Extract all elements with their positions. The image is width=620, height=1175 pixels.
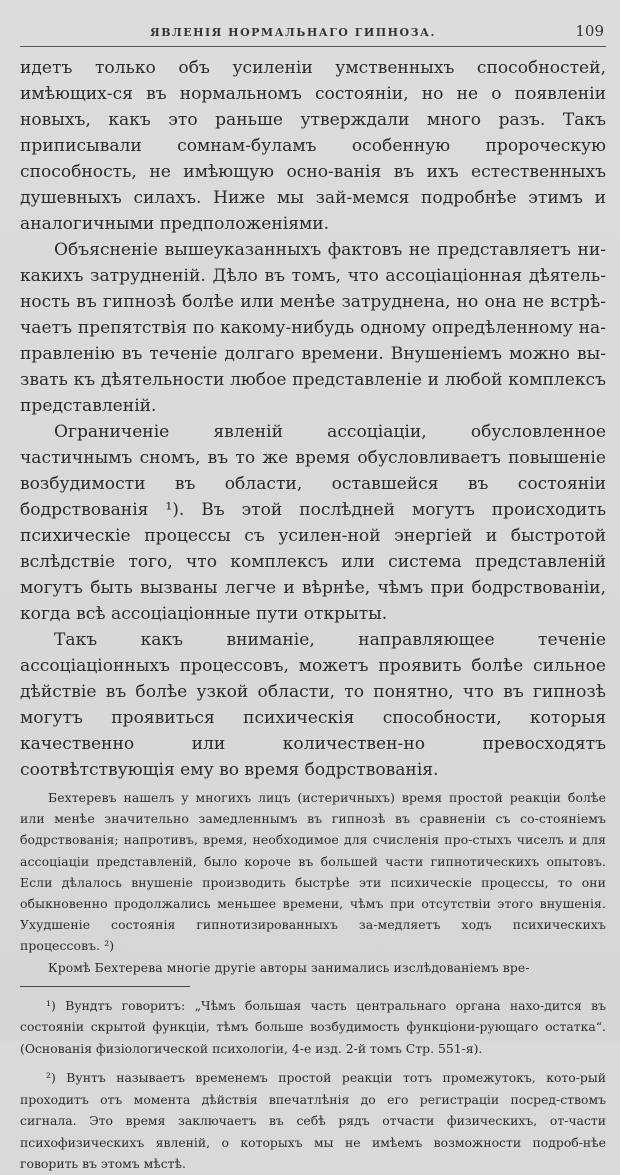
- page-header: [20, 22, 606, 47]
- small-print-section: [20, 787, 606, 978]
- page-number: 109: [575, 22, 604, 40]
- paragraph: Такъ какъ вниманіе, направляющее теченіе ассоціаціонныхъ процессовъ, можетъ проявить болѣе сильное дѣйствіе въ болѣе узкой области, то понятно, что въ гипнозѣ могутъ проявиться психическія способности, которыя качественно или количествен-но превосходятъ соотвѣтствующія ему во время бодрствованія.: [20, 630, 606, 780]
- footnote-divider: [20, 986, 190, 987]
- paragraph: Объясненіе вышеуказанныхъ фактовъ не представляетъ ни-какихъ затрудненій. Дѣло въ томъ, что ассоціаціонная дѣятель-ность въ гипнозѣ болѣе или менѣе затруднена, но она не встрѣ-чаетъ препятствія по какому-нибудь одному опредѣленному на-правленію въ теченіе долгаго времени. Внушеніемъ можно вы-звать къ дѣятельности любое представленіе и любой комплексъ представленій.: [20, 240, 606, 416]
- running-head: ЯВЛЕНІЯ НОРМАЛЬНАГО ГИПНОЗА.: [150, 26, 436, 39]
- paragraph-continuation: идетъ только объ усиленіи умственныхъ способностей, имѣющих-ся въ нормальномъ состояніи, но не о появленіи новыхъ, какъ это раньше утверждали много разъ. Такъ приписывали сомнам-буламъ особенную пророческую способность, не имѣющую осно-ванія въ ихъ естественныхъ душевныхъ силахъ. Ниже мы зай-мемся подробнѣе этимъ и аналогичными предположеніями.: [20, 58, 606, 234]
- small-paragraph: Бехтеревъ нашелъ у многихъ лицъ (истеричныхъ) время простой реакціи болѣе или менѣе значительно замедленнымъ въ гипнозѣ въ сравненіи съ со-стояніемъ бодрствованія; напротивъ, время, необходимое для счисленія про-стыхъ чиселъ и для ассоціаціи представленій, было короче въ большей части гипнотическихъ опытовъ. Если дѣлалось внушеніе производить быстрѣе эти психическіе процессы, то они обыкновенно продолжались меньшее времени, чѣмъ при отсутствіи этого внушенія. Ухудшеніе состоянія гипнотизированныхъ за-медляетъ ходъ психическихъ процессовъ. ²): [20, 790, 606, 954]
- footnote: ¹) Вундтъ говоритъ: „Чѣмъ большая часть центральнаго органа нахо-дится въ состояніи скрытой функціи, тѣмъ больше возбудимость функціони-рующаго остатка“. (Основанія физіологической психологіи, 4-е изд. 2-й томъ Стр. 551-я).: [20, 997, 606, 1056]
- paragraph: Ограниченіе явленій ассоціаціи, обусловленное частичнымъ сномъ, въ то же время обусловливаетъ повышеніе возбудимости въ области, оставшейся въ состояніи бодрствованія ¹). Въ этой послѣдней могутъ происходить психическіе процессы съ усилен-ной энергіей и быстротой вслѣдствіе того, что комплексъ или система представленій могутъ быть вызваны легче и вѣрнѣе, чѣмъ при бодрствованіи, когда всѣ ассоціаціонные пути открыты.: [20, 422, 606, 624]
- footnote: ²) Вунтъ называетъ временемъ простой реакціи тотъ промежутокъ, кото-рый проходитъ отъ момента дѣйствія впечатлѣнія до его регистраціи посред-ствомъ сигнала. Это время заключаетъ въ себѣ рядъ отчасти физическихъ, от-части психофизическихъ явленій, о которыхъ мы не имѣемъ возможности подроб-нѣе говорить въ этомъ мѣстѣ.: [20, 1070, 606, 1172]
- small-paragraph: Кромѣ Бехтерева многіе другіе авторы занимались изслѣдованіемъ вре-: [48, 959, 530, 975]
- main-text: [20, 55, 606, 783]
- footnotes: [20, 995, 606, 1175]
